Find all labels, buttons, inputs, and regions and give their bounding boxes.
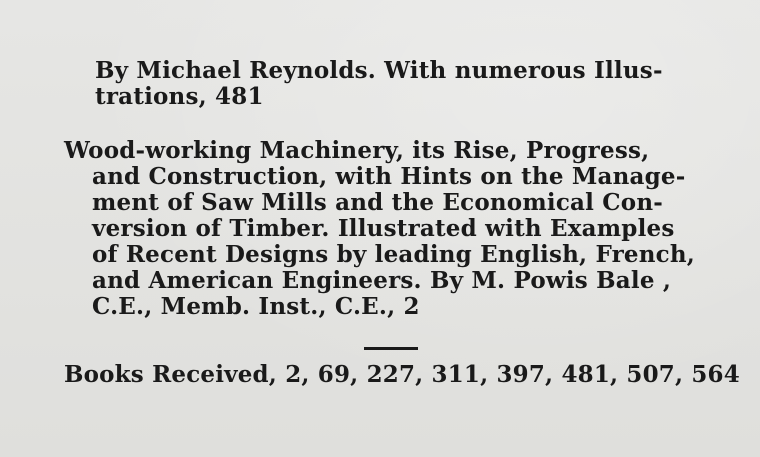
index-entry-wood-working-machinery bbox=[64, 138, 695, 320]
entry-line: and American Engineers. By M. Powis Bale , bbox=[92, 267, 672, 294]
entry-line: C.E., Memb. Inst., C.E., 2 bbox=[92, 293, 420, 320]
entry-line: ment of Saw Mills and the Economical Con- bbox=[92, 189, 663, 216]
entry-line: of Recent Designs by leading English, French, bbox=[92, 241, 695, 268]
entry-line: By Michael Reynolds. With numerous Illus- bbox=[95, 57, 663, 84]
index-entry-reynolds bbox=[95, 58, 663, 110]
entry-line: trations, 481 bbox=[95, 83, 264, 110]
section-divider-rule bbox=[364, 347, 418, 350]
entry-line: and Construction, with Hints on the Manage- bbox=[92, 163, 686, 190]
entry-line: version of Timber. Illustrated with Examples bbox=[92, 215, 675, 242]
entry-line: Wood-working Machinery, its Rise, Progress, bbox=[64, 137, 650, 164]
entry-line: Books Received, 2, 69, 227, 311, 397, 481, 507, 564 bbox=[64, 361, 740, 388]
index-entry-books-received bbox=[64, 362, 741, 388]
